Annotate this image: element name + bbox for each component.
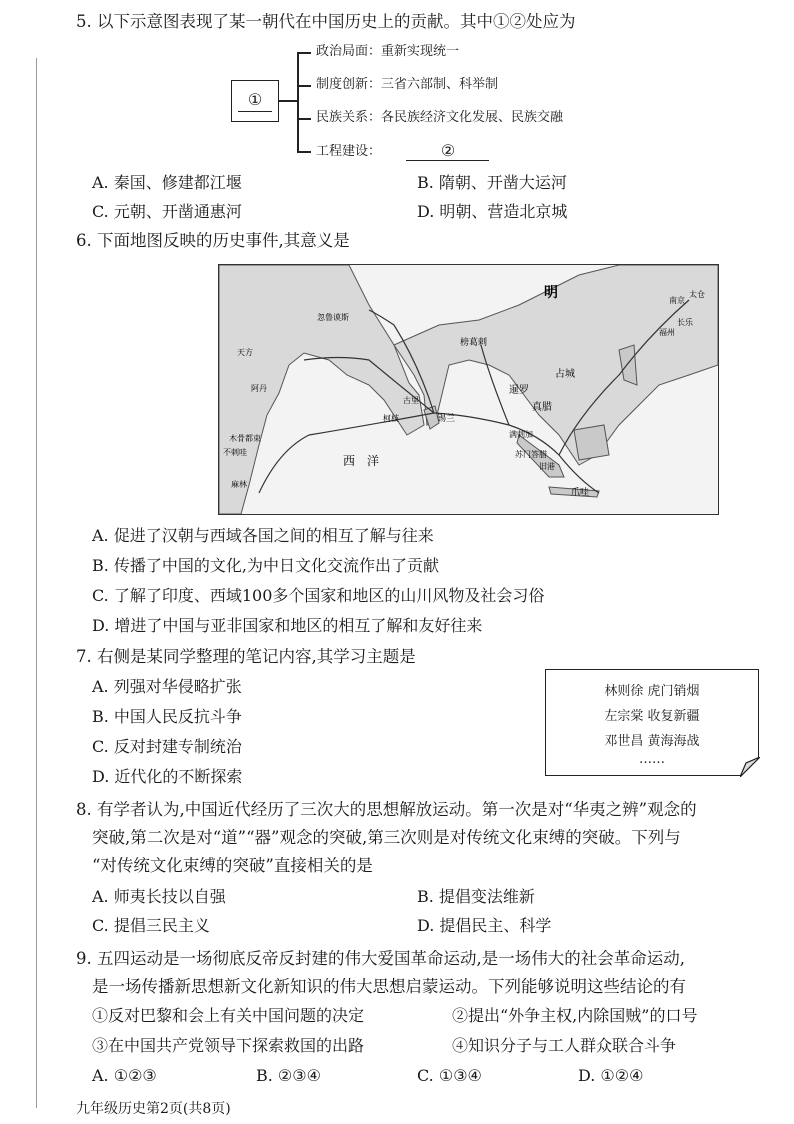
q5-branch-line <box>297 118 311 120</box>
q6-option-d: D. 增进了中国与亚非国家和地区的相互了解和友好往来 <box>92 616 483 635</box>
q6-voyage-map <box>218 264 719 515</box>
q5-branch-line <box>297 151 311 153</box>
label-nanjing: 南京 <box>669 296 685 305</box>
q5-branch-ethnic: 民族关系：各民族经济文化发展、民族交融 <box>316 110 564 125</box>
label-brava: 不剌哇 <box>223 448 247 457</box>
label-changle: 长乐 <box>677 318 693 327</box>
q5-branch-politics: 政治局面：重新实现统一 <box>316 44 460 59</box>
label-bengal: 榜葛剌 <box>460 338 488 348</box>
q5-blank-label: ② <box>440 141 456 160</box>
q5-branch-engineering: 工程建设： <box>316 144 382 159</box>
q9-item-3: ③在中国共产党领导下探索救国的出路 <box>92 1036 365 1055</box>
q5-box-underline <box>238 111 272 112</box>
q7-option-a: A. 列强对华侵略扩张 <box>92 677 242 696</box>
q5-box-label: ① <box>247 90 263 109</box>
label-cochin: 柯枝 <box>383 414 399 423</box>
q5-option-c: C. 元朝、开凿通惠河 <box>92 202 242 221</box>
q6-stem: 6. 下面地图反映的历史事件,其意义是 <box>76 231 350 250</box>
q5-dynasty-box <box>231 80 279 122</box>
q5-option-a: A. 秦国、修建都江堰 <box>92 173 242 192</box>
label-tianfang: 天方 <box>237 348 253 357</box>
q8-option-d: D. 提倡民主、科学 <box>417 916 552 935</box>
q9-item-4: ④知识分子与工人群众联合斗争 <box>452 1036 677 1055</box>
q7-option-c: C. 反对封建专制统治 <box>92 737 242 756</box>
q6-option-c: C. 了解了印度、西域100多个国家和地区的山川风物及社会习俗 <box>92 586 545 605</box>
borneo-island <box>574 425 609 460</box>
label-fuzhou: 福州 <box>659 328 675 337</box>
q7-note-line: 左宗棠 收复新疆 <box>604 709 700 724</box>
arabia-africa-landmass <box>219 265 424 514</box>
label-ceylon: 锡兰 <box>437 414 456 424</box>
label-sea: 西 洋 <box>343 454 380 468</box>
label-malacca: 满剌加 <box>509 430 533 439</box>
q9-option-a: A. ①②③ <box>92 1066 157 1085</box>
page-curl-icon <box>740 757 760 777</box>
q7-note-line: …… <box>639 752 665 767</box>
q9-item-1: ①反对巴黎和会上有关中国问题的决定 <box>92 1006 365 1025</box>
q7-note-line: 邓世昌 黄海海战 <box>604 734 700 749</box>
label-champa: 占城 <box>555 369 575 380</box>
q7-option-b: B. 中国人民反抗斗争 <box>92 707 242 726</box>
q5-branch-system: 制度创新：三省六部制、科举制 <box>316 77 499 92</box>
q7-option-d: D. 近代化的不断探索 <box>92 767 243 786</box>
q7-notes-card <box>545 669 759 776</box>
q9-option-d: D. ①②④ <box>578 1066 644 1085</box>
q5-option-d: D. 明朝、营造北京城 <box>417 202 568 221</box>
q8-option-a: A. 师夷长技以自强 <box>92 887 226 906</box>
q6-option-b: B. 传播了中国的文化,为中日文化交流作出了贡献 <box>92 556 440 575</box>
label-hormuz: 忽鲁谟斯 <box>317 313 349 322</box>
label-ming: 明 <box>544 285 558 301</box>
label-mogadishu: 木骨都束 <box>229 434 261 443</box>
page-footer: 九年级历史第2页(共8页) <box>76 1101 231 1117</box>
label-java: 爪哇 <box>571 488 590 498</box>
q9-stem-line: 是一场传播新思想新文化新知识的伟大思想启蒙运动。下列能够说明这些结论的有 <box>92 977 686 996</box>
margin-rule <box>36 58 37 1108</box>
q5-option-b: B. 隋朝、开凿大运河 <box>417 173 567 192</box>
q5-connector <box>278 100 298 102</box>
q5-stem: 5. 以下示意图表现了某一朝代在中国历史上的贡献。其中①②处应为 <box>76 12 576 31</box>
q9-item-2: ②提出“外争主权,内除国贼”的口号 <box>452 1006 698 1025</box>
q7-stem: 7. 右侧是某同学整理的笔记内容,其学习主题是 <box>76 647 416 666</box>
q9-option-b: B. ②③④ <box>256 1066 321 1085</box>
label-calicut: 古里 <box>403 396 419 405</box>
label-sumatra: 苏门答腊 <box>515 450 547 459</box>
q7-note-line: 林则徐 虎门销烟 <box>604 684 700 699</box>
label-zhenla: 真腊 <box>532 402 552 413</box>
label-malindi: 麻林 <box>231 480 247 489</box>
q8-option-c: C. 提倡三民主义 <box>92 916 210 935</box>
q5-bracket-vertical <box>297 52 299 152</box>
label-taicang: 太仓 <box>689 290 705 299</box>
q8-stem-line: “对传统文化束缚的突破”直接相关的是 <box>92 856 373 875</box>
q8-option-b: B. 提倡变法维新 <box>417 887 535 906</box>
label-jiugang: 旧港 <box>539 462 555 471</box>
voyage-map-svg <box>219 265 718 514</box>
label-siam: 暹罗 <box>509 385 529 396</box>
label-aden: 阿丹 <box>251 384 267 393</box>
q5-branch-line <box>297 85 311 87</box>
q5-branch-line <box>297 52 311 54</box>
q9-option-c: C. ①③④ <box>417 1066 482 1085</box>
q8-stem-line: 突破,第二次是对“道”“器”观念的突破,第三次则是对传统文化束缚的突破。下列与 <box>92 828 681 847</box>
q5-blank-underline <box>406 160 489 161</box>
q9-stem-line: 9. 五四运动是一场彻底反帝反封建的伟大爱国革命运动,是一场伟大的社会革命运动, <box>76 949 685 968</box>
q6-option-a: A. 促进了汉朝与西域各国之间的相互了解与往来 <box>92 526 434 545</box>
q8-stem-line: 8. 有学者认为,中国近代经历了三次大的思想解放运动。第一次是对“华夷之辨”观念的 <box>76 800 697 819</box>
